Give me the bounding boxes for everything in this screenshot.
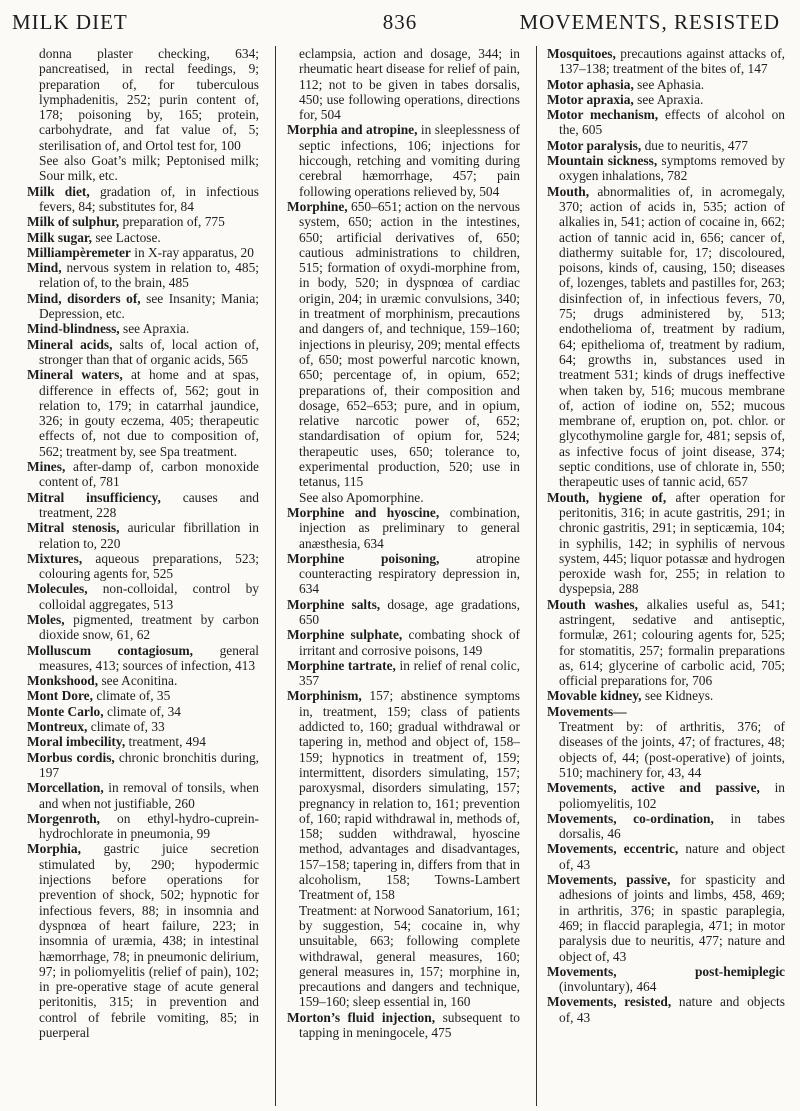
entry-text: in X-ray apparatus, 20 bbox=[134, 244, 254, 260]
entry-heading: Molluscum contagiosum, bbox=[27, 642, 194, 658]
index-entry bbox=[547, 841, 785, 872]
entry-text: atropine counteracting respiratory depression in, 634 bbox=[299, 550, 520, 597]
entry-heading: Mineral acids, bbox=[27, 336, 113, 352]
index-entry bbox=[547, 184, 785, 490]
entry-text: in sleeplessness of septic infections, 106; injections for hiccough, retching and vomiting during cerebral hæmorrhage, 457; pain following operations relieved by, 504 bbox=[299, 122, 520, 199]
entry-text: nature and object of, 43 bbox=[559, 841, 785, 872]
index-entry bbox=[287, 627, 520, 658]
entry-heading: Motor aphasia, bbox=[547, 76, 634, 92]
entry-heading: Mines, bbox=[27, 459, 66, 475]
entry-heading: Milk diet, bbox=[27, 183, 90, 199]
entry-heading: Morcellation, bbox=[27, 780, 104, 796]
entry-heading: Mitral stenosis, bbox=[27, 520, 120, 536]
entry-text: alkalies useful as, 541; astringent, sedative and antiseptic, formulæ, 261; colouring agents for, 525; for stomatitis, 257; formalin preparations as, 614; glycerine of carbolic acid, 705; official preparations for, 706 bbox=[559, 596, 785, 689]
entry-text: causes and treatment, 228 bbox=[39, 489, 259, 520]
entry-text: see Apraxia. bbox=[123, 321, 190, 337]
index-entry bbox=[547, 138, 785, 153]
entry-text: climate of, 35 bbox=[96, 688, 171, 704]
entry-heading: Morphine and hyoscine, bbox=[287, 504, 440, 520]
entry-heading: Morphine sulphate, bbox=[287, 627, 403, 643]
entry-text: nature and objects of, 43 bbox=[559, 994, 785, 1025]
entry-text: at home and at spas, difference in effects of, 562; gout in relation to, 179; in catarrhal jaundice, 326; in gouty eczema, 405; therapeutic effects of, not due to composition of, 562; treatment by, see Spa treatment. bbox=[39, 367, 259, 459]
entry-text: general measures, 413; sources of infection, 413 bbox=[39, 642, 259, 673]
entry-heading: Morphia and atropine, bbox=[287, 122, 418, 138]
entry-text: treatment, 494 bbox=[128, 734, 206, 750]
index-entry bbox=[287, 46, 520, 122]
entry-heading: Milk sugar, bbox=[27, 229, 92, 245]
entry-text: see Kidneys. bbox=[644, 688, 714, 704]
entry-heading: Movements, active and passive, bbox=[547, 780, 760, 796]
entry-heading: Movements, resisted, bbox=[547, 994, 672, 1010]
index-entry bbox=[547, 964, 785, 995]
index-entry bbox=[27, 673, 259, 688]
index-entry bbox=[27, 551, 259, 582]
entry-text: (involuntary), 464 bbox=[559, 979, 657, 995]
entry-heading: Milk of sulphur, bbox=[27, 214, 120, 230]
index-entry bbox=[287, 490, 520, 505]
entry-text: combating shock of irritant and corrosive poisons, 149 bbox=[299, 627, 520, 658]
entry-text: effects of alcohol on the, 605 bbox=[559, 107, 785, 138]
index-entry bbox=[27, 214, 259, 229]
entry-text: salts of, local action of, stronger than that of organic acids, 565 bbox=[39, 336, 259, 367]
entry-text: 650–651; action on the nervous system, 650; action in the intestines, 650; artificial derivatives of, 650; cautious administrations to children, 515; formation of oxydi-morphine from, in body, 520; in dyspnœa of cardiac origin, 204; in uræmic convulsions, 340; in treatment of morphinism, precautions and dangers of, and technique, 159–160; injections in pleurisy, 209; mental effects of, 650; most powerful narcotic known, 650; percentage of, in opium, 652; preparations of, their composition and dosage, 652–653; pure, and in opium, relative narcotic power of, 652; standardisation of opium for, 524; therapeutic uses, 650; tolerance to, experimental production, 520; use in tetanus, 115 bbox=[299, 198, 520, 490]
entry-text: auricular fibrillation in relation to, 220 bbox=[39, 520, 259, 551]
index-entry bbox=[27, 260, 259, 291]
index-entry bbox=[287, 597, 520, 628]
index-entry bbox=[27, 750, 259, 781]
entry-text: in removal of tonsils, when and when not justifiable, 260 bbox=[39, 780, 259, 811]
index-entry bbox=[27, 291, 259, 322]
index-entry bbox=[27, 459, 259, 490]
index-entry bbox=[27, 184, 259, 215]
index-entry bbox=[27, 581, 259, 612]
entry-heading: Movements, co-ordination, bbox=[547, 810, 714, 826]
column-rule-1 bbox=[275, 46, 276, 1106]
index-entry bbox=[27, 337, 259, 368]
entry-heading: Milliampèremeter bbox=[27, 244, 131, 260]
index-column-1 bbox=[27, 46, 259, 1108]
entry-heading: Mind, disorders of, bbox=[27, 290, 141, 306]
entry-text: for spasticity and adhesions of joints and limbs, 458, 469; in arthritis, 376; in spastic paraplegia, 469; in flaccid paraplegia, 471; in motor paralysis due to neuritis, 477; nature and object of, 43 bbox=[559, 872, 785, 964]
index-entry bbox=[27, 841, 259, 1040]
entry-heading: Mineral waters, bbox=[27, 367, 123, 383]
entry-heading: Movable kidney, bbox=[547, 688, 642, 704]
entry-heading: Morton’s fluid injection, bbox=[287, 1009, 436, 1025]
index-entry bbox=[547, 92, 785, 107]
index-entry bbox=[27, 811, 259, 842]
index-entry bbox=[547, 46, 785, 77]
entry-text: gradation of, in infectious fevers, 84; substitutes for, 84 bbox=[39, 183, 259, 214]
index-entry bbox=[547, 994, 785, 1025]
entry-heading: Mountain sickness, bbox=[547, 153, 658, 169]
index-entry bbox=[547, 688, 785, 703]
entry-text: preparation of, 775 bbox=[122, 214, 225, 230]
entry-text: subsequent to tapping in meningocele, 475 bbox=[299, 1009, 520, 1040]
entry-text: climate of, 33 bbox=[90, 719, 165, 735]
entry-heading: Morphinism, bbox=[287, 688, 362, 704]
entry-heading: Mind-blindness, bbox=[27, 321, 120, 337]
index-entry bbox=[27, 612, 259, 643]
index-entry bbox=[27, 734, 259, 749]
index-entry bbox=[287, 122, 520, 198]
entry-text: eclampsia, action and dosage, 344; in rheumatic heart disease for relief of pain, 112; not to be given in tabes dorsalis, 450; use following operations, directions for, 504 bbox=[299, 46, 520, 123]
entry-text: See also Goat’s milk; Peptonised milk; Sour milk, etc. bbox=[39, 153, 259, 184]
entry-heading: Mind, bbox=[27, 260, 62, 276]
index-entry bbox=[547, 811, 785, 842]
entry-heading: Movements— bbox=[547, 703, 627, 719]
index-column-2 bbox=[287, 46, 520, 1108]
entry-heading: Moral imbecility, bbox=[27, 734, 126, 750]
index-entry bbox=[27, 46, 259, 153]
entry-text: aqueous preparations, 523; colouring agents for, 525 bbox=[39, 550, 259, 582]
entry-heading: Moles, bbox=[27, 611, 65, 627]
entry-heading: Mouth washes, bbox=[547, 596, 638, 612]
entry-heading: Morbus cordis, bbox=[27, 749, 115, 765]
entry-heading: Mont Dore, bbox=[27, 688, 93, 704]
index-entry bbox=[547, 77, 785, 92]
entry-heading: Mouth, bbox=[547, 183, 590, 199]
entry-text: non-colloidal, control by colloidal aggregates, 513 bbox=[39, 581, 259, 612]
index-entry bbox=[27, 153, 259, 184]
column-rule-2 bbox=[536, 46, 537, 1106]
entry-text: see Aconitina. bbox=[101, 673, 178, 689]
entry-text: nervous system in relation to, 485; relation of, to the brain, 485 bbox=[39, 260, 259, 291]
index-entry bbox=[547, 153, 785, 184]
index-entry bbox=[287, 551, 520, 597]
entry-text: 157; abstinence symptoms in, treatment, 159; class of patients addicted to, 160; gradual withdrawal or tapering in, method and object of, 158–159; hypnotics in treatment of, 159; intermittent, disorders simulating, 157; paroxysmal, disorders simulating, 157; pregnancy in relation to, 161; prevention of, 160; rapid withdrawal in, methods of, 158; sudden withdrawal, hyoscine method, advantages and disadvantages, 157–158; tapering in, differs from that in alcoholism, 158; Towns-Lambert Treatment of, 158 bbox=[299, 688, 520, 903]
index-entry bbox=[27, 704, 259, 719]
entry-text: after operation for peritonitis, 316; in acute gastritis, 291; in chronic gastritis, 291; in septicæmia, 104; in syphilis, 142; in syphilis of nervous system, 445; liquor potassæ and hydrogen peroxide wash for, 255; in relation to dyspepsia, 288 bbox=[559, 489, 785, 597]
entry-text: in relief of renal colic, 357 bbox=[299, 657, 520, 689]
index-entry bbox=[287, 658, 520, 689]
entry-text: due to neuritis, 477 bbox=[644, 137, 748, 153]
entry-heading: Montreux, bbox=[27, 719, 88, 735]
entry-text: Treatment: at Norwood Sanatorium, 161; by suggestion, 54; cocaine in, why unsuitable, 663; following complete withdrawal, general measures, 160; general measures in, 157; morphine in, precautions and dangers and technique, 159–160; sleep essential in, 160 bbox=[299, 902, 520, 1010]
index-entry bbox=[27, 321, 259, 336]
entry-heading: Monkshood, bbox=[27, 673, 99, 689]
entry-heading: Morphine poisoning, bbox=[287, 550, 440, 566]
index-entry bbox=[287, 505, 520, 551]
index-entry bbox=[27, 230, 259, 245]
page-number: 836 bbox=[382, 10, 418, 34]
running-head-left: MILK DIET bbox=[12, 10, 128, 34]
entry-heading: Morphine tartrate, bbox=[287, 657, 396, 673]
entry-heading: Molecules, bbox=[27, 581, 88, 597]
entry-text: see Aphasia. bbox=[637, 76, 705, 92]
index-entry bbox=[547, 780, 785, 811]
entry-text: pigmented, treatment by carbon dioxide snow, 61, 62 bbox=[39, 611, 259, 643]
entry-text: precautions against attacks of, 137–138; treatment of the bites of, 147 bbox=[559, 46, 785, 77]
entry-heading: Motor paralysis, bbox=[547, 137, 642, 153]
entry-heading: Movements, post-hemiplegic bbox=[547, 963, 785, 979]
entry-text: gastric juice secretion stimulated by, 290; hypodermic injections before operations for prevention of shock, 502; hypnotic for infectious fevers, 88; in insomnia and dyspnœa of heart failure, 223; in insomnia of uræmia, 438; in intestinal hæmorrhage, 78; in pneumonic delirium, 97; in poliomyelitis (relief of pain), 102; in pre-operative stage of acute general peritonitis, 315; in prevention and control of febrile vomiting, 85; in puerperal bbox=[39, 841, 259, 1040]
index-entry bbox=[287, 903, 520, 1010]
entry-text: see Lactose. bbox=[95, 229, 161, 245]
index-entry bbox=[547, 490, 785, 597]
index-entry bbox=[547, 872, 785, 964]
entry-text: chronic bronchitis during, 197 bbox=[39, 749, 259, 780]
running-head-right: MOVEMENTS, RESISTED bbox=[519, 10, 780, 34]
entry-text: See also Apomorphine. bbox=[299, 489, 424, 505]
entry-text: donna plaster checking, 634; pancreatised, in rectal feedings, 9; preparation of, for tuberculous lymphadenitis, 252; purin content of, 178; poisoning by, 165; protein, carbohydrate, and fat value of, 5; sterilisation of, and Ortol test for, 100 bbox=[39, 46, 259, 153]
index-entry bbox=[547, 704, 785, 719]
entry-heading: Mitral insufficiency, bbox=[27, 489, 161, 505]
entry-heading: Morphine, bbox=[287, 198, 348, 214]
entry-text: Treatment by: of arthritis, 376; of diseases of the joints, 47; of fractures, 48; objects of, 44; (post-operative) of joints, 510; machinery for, 43, 44 bbox=[559, 719, 785, 780]
entry-text: combination, injection as preliminary to general anæsthesia, 634 bbox=[299, 504, 520, 551]
index-entry bbox=[547, 597, 785, 689]
entry-text: abnormalities of, in acromegaly, 370; action of acids in, 535; action of alkalies in, 541; action of cocaine in, 662; action of tannic acid in, 656; cancer of, diathermy suitable for, 17; discoloured, poisons, kinds of, causing, 150; diseases of, lozenges, tablets and pastilles for, 263; disinfection of, in infectious fevers, 70, 75; drugs administered by, 513; endothelioma of, treatment by radium, 64; epithelioma of, treatment by radium, 64; growths in, substances used in treatment 531; kinds of drugs ineffective when taken by, 516; mucous membrane of, action of iodine on, 552; mucous membrane of, eruption on, pot. chlor. or glycothymoline gargle for, 481; sepsis of, as infective focus of joint disease, 374; septic conditions, use of chlorate in, 550; therapeutic uses of tannic acid, 657 bbox=[559, 183, 785, 490]
index-entry bbox=[27, 780, 259, 811]
index-entry bbox=[27, 520, 259, 551]
entry-heading: Motor mechanism, bbox=[547, 107, 659, 123]
entry-heading: Monte Carlo, bbox=[27, 703, 104, 719]
index-entry bbox=[27, 688, 259, 703]
entry-text: in poliomyelitis, 102 bbox=[559, 780, 785, 811]
entry-text: see Insanity; Mania; Depression, etc. bbox=[39, 290, 259, 322]
entry-heading: Movements, eccentric, bbox=[547, 841, 679, 857]
index-entry bbox=[547, 107, 785, 138]
index-entry bbox=[287, 199, 520, 490]
index-entry bbox=[27, 719, 259, 734]
entry-text: symptoms removed by oxygen inhalations, 782 bbox=[559, 153, 785, 184]
entry-text: in tabes dorsalis, 46 bbox=[559, 810, 785, 842]
entry-heading: Mixtures, bbox=[27, 550, 83, 566]
index-entry bbox=[547, 719, 785, 780]
entry-heading: Morgenroth, bbox=[27, 810, 101, 826]
entry-heading: Motor apraxia, bbox=[547, 91, 634, 107]
entry-text: on ethyl-hydro-cuprein-hydrochlorate in pneumonia, 99 bbox=[39, 810, 259, 842]
entry-text: climate of, 34 bbox=[106, 703, 181, 719]
index-entry bbox=[287, 688, 520, 902]
entry-text: see Apraxia. bbox=[637, 91, 704, 107]
entry-heading: Morphia, bbox=[27, 841, 81, 857]
entry-heading: Mosquitoes, bbox=[547, 46, 616, 61]
entry-text: after-damp of, carbon monoxide content of, 781 bbox=[39, 459, 259, 490]
entry-heading: Movements, passive, bbox=[547, 872, 671, 888]
index-entry bbox=[27, 367, 259, 459]
entry-heading: Mouth, hygiene of, bbox=[547, 489, 667, 505]
index-entry bbox=[287, 1010, 520, 1041]
index-entry bbox=[27, 245, 259, 260]
index-entry bbox=[27, 643, 259, 674]
index-column-3 bbox=[547, 46, 785, 1108]
entry-text: dosage, age gradations, 650 bbox=[299, 596, 520, 627]
entry-heading: Morphine salts, bbox=[287, 596, 381, 612]
index-entry bbox=[27, 490, 259, 521]
